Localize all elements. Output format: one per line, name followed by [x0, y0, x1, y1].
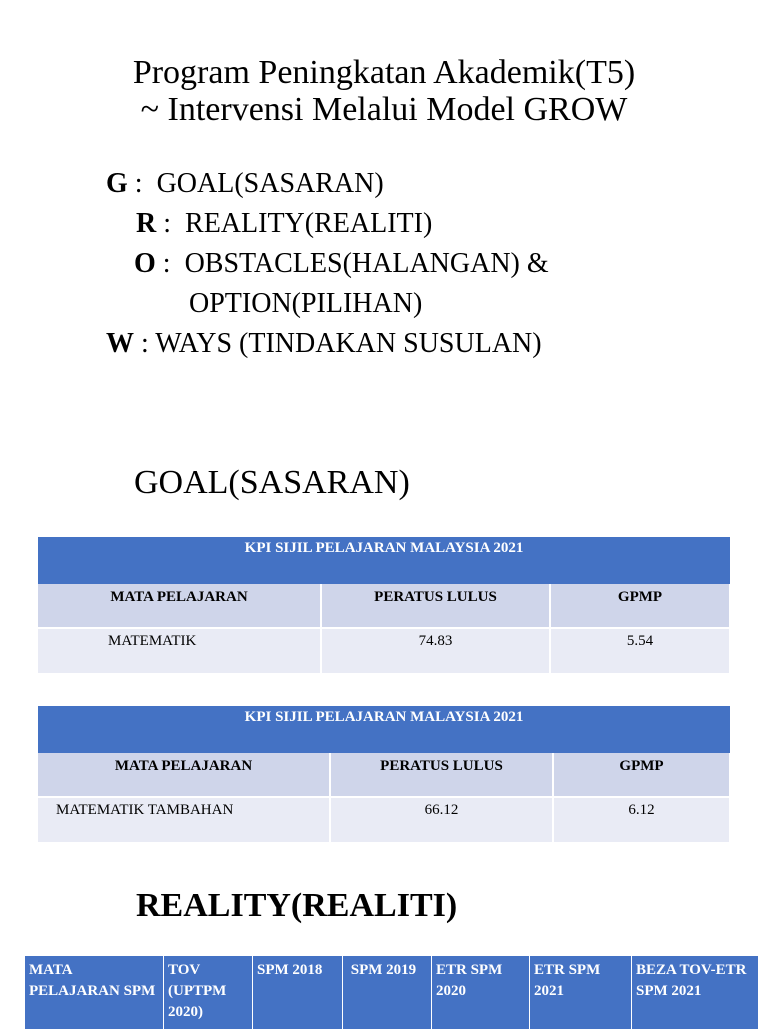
reality-heading: REALITY(REALITI): [136, 887, 458, 924]
grow-letter-w: W: [106, 328, 134, 359]
cell-pass-rate: 66.12: [330, 797, 553, 842]
title-line-1: Program Peningkatan Akademik(T5): [132, 54, 636, 91]
kpi-table-title: KPI SIJIL PELAJARAN MALAYSIA 2021: [38, 537, 730, 584]
grow-item-ways: [106, 324, 542, 364]
column-header-spm-2019: SPM 2019: [343, 956, 432, 1030]
kpi-table-header-row: [38, 753, 730, 797]
column-header-subject: MATA PELAJARAN: [38, 584, 321, 628]
kpi-table-matematik-tambahan: [38, 706, 731, 842]
grow-text-reality: REALITY(REALITI): [185, 208, 433, 239]
cell-subject: MATEMATIK TAMBAHAN: [38, 797, 330, 842]
page-title: [0, 54, 768, 128]
grow-separator: :: [156, 208, 186, 239]
grow-item-goal: [106, 164, 384, 204]
grow-item-obstacles: [134, 244, 549, 284]
grow-separator: :: [155, 248, 185, 279]
grow-text-goal: GOAL(SASARAN): [156, 168, 384, 199]
kpi-table-matematik: [38, 537, 731, 673]
cell-gpmp: 5.54: [550, 628, 730, 673]
grow-text-option: OPTION(PILIHAN): [189, 288, 423, 319]
grow-text-ways: WAYS (TINDAKAN SUSULAN): [155, 328, 542, 359]
column-header-spm-2018: SPM 2018: [253, 956, 343, 1030]
reality-table: [24, 955, 759, 1030]
column-header-tov: TOV (UPTPM 2020): [164, 956, 253, 1030]
table-row: [38, 797, 730, 842]
kpi-table-title-row: [38, 537, 730, 584]
column-header-subject: MATA PELAJARAN SPM: [25, 956, 164, 1030]
column-header-pass-rate: PERATUS LULUS: [321, 584, 550, 628]
column-header-etr-2021: ETR SPM 2021: [530, 956, 632, 1030]
kpi-table-title-row: [38, 706, 730, 753]
kpi-table-title: KPI SIJIL PELAJARAN MALAYSIA 2021: [38, 706, 730, 753]
column-header-beza: BEZA TOV-ETR SPM 2021: [632, 956, 759, 1030]
grow-separator: :: [127, 168, 157, 199]
cell-subject: MATEMATIK: [38, 628, 321, 673]
column-header-gpmp: GPMP: [550, 584, 730, 628]
column-header-subject: MATA PELAJARAN: [38, 753, 330, 797]
cell-gpmp: 6.12: [553, 797, 730, 842]
reality-table-header-row: [25, 956, 759, 1030]
kpi-table-header-row: [38, 584, 730, 628]
grow-letter-o: O: [134, 248, 156, 279]
table-row: [38, 628, 730, 673]
grow-separator: :: [134, 328, 156, 359]
column-header-pass-rate: PERATUS LULUS: [330, 753, 553, 797]
title-line-2: ~ Intervensi Melalui Model GROW: [140, 91, 628, 128]
grow-text-obstacles: OBSTACLES(HALANGAN) &: [184, 248, 549, 279]
grow-item-reality: [136, 204, 432, 244]
grow-letter-r: R: [136, 208, 157, 239]
column-header-gpmp: GPMP: [553, 753, 730, 797]
goal-heading: GOAL(SASARAN): [134, 464, 410, 501]
grow-letter-g: G: [106, 168, 128, 199]
cell-pass-rate: 74.83: [321, 628, 550, 673]
column-header-etr-2020: ETR SPM 2020: [432, 956, 530, 1030]
grow-item-option: [189, 284, 422, 324]
